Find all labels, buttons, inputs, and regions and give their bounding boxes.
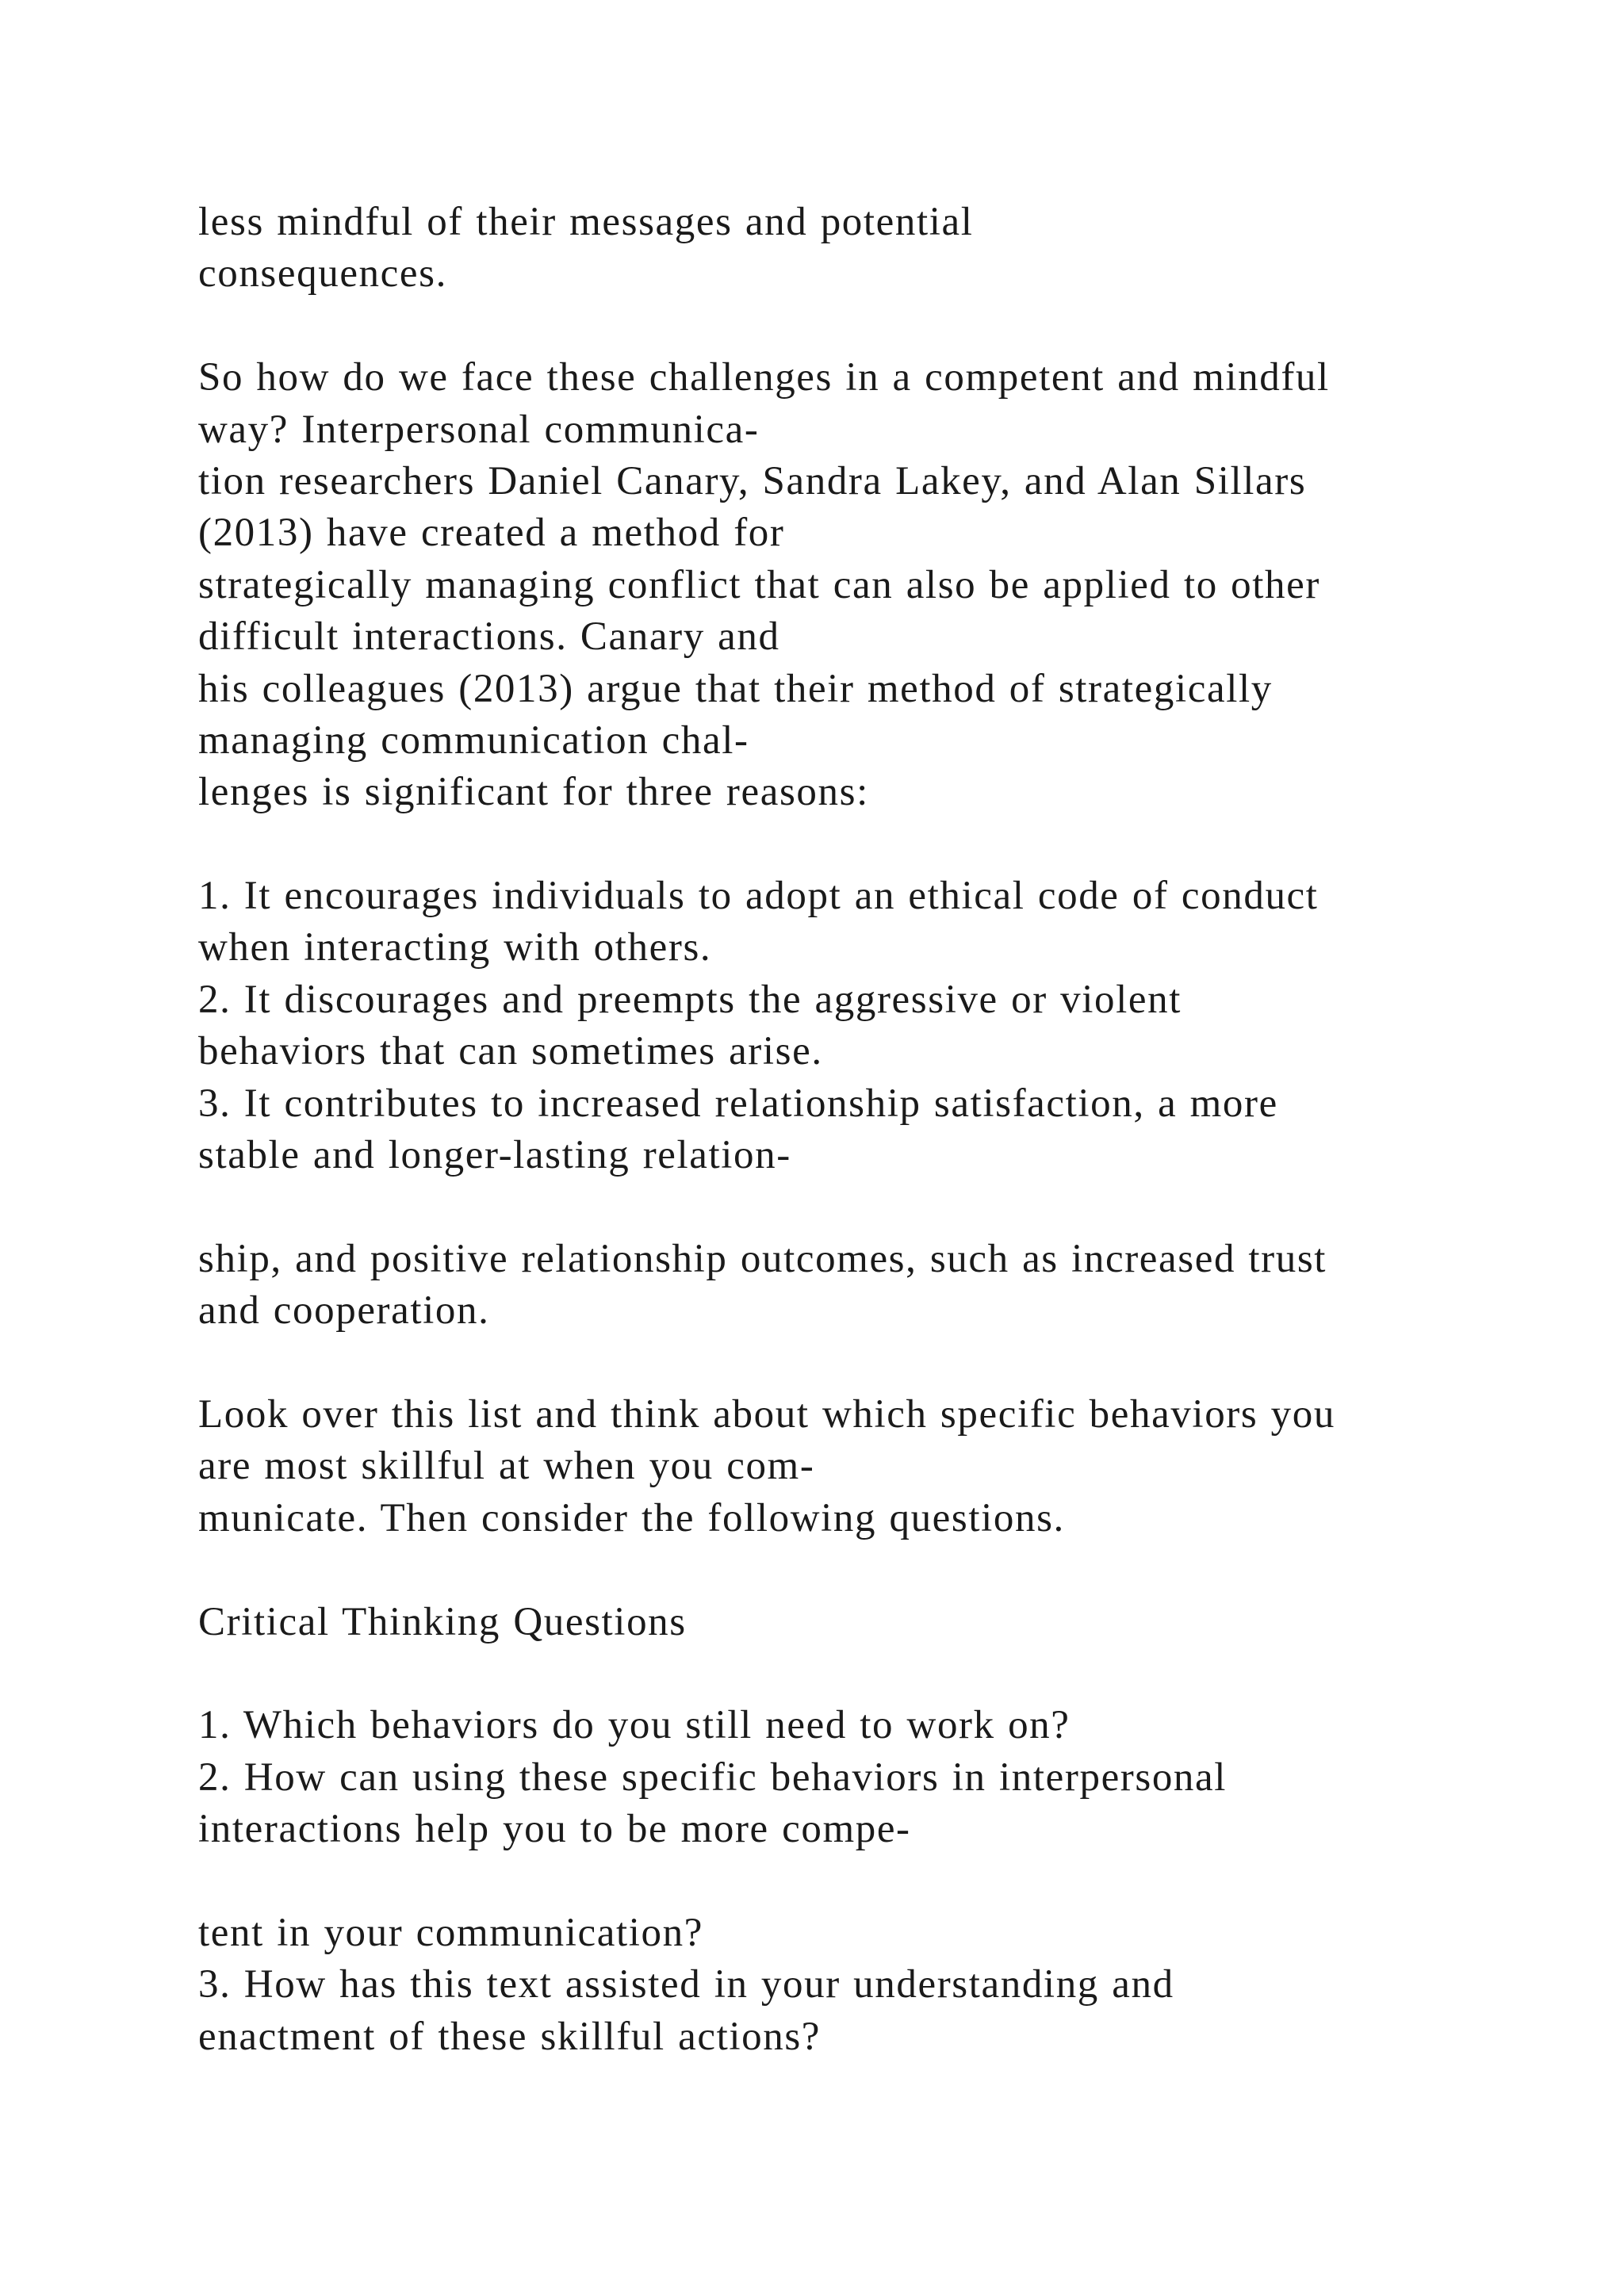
question-2: 2. How can using these specific behaviors in interpersonal — [198, 1755, 1228, 1800]
blank-line — [198, 1181, 1546, 1233]
text-line: interactions help you to be more compe- — [198, 1807, 911, 1852]
text-line: less mindful of their messages and potential — [198, 200, 974, 244]
text-line: and cooperation. — [198, 1288, 490, 1334]
text-line: strategically managing conflict that can also be applied to other — [198, 562, 1320, 607]
question-1: 1. Which behaviors do you still need to work on? — [198, 1703, 1071, 1748]
text-line: Look over this list and think about which specific behaviors you — [198, 1391, 1335, 1437]
text-line: (2013) have created a method for — [198, 511, 785, 556]
text-line: ship, and positive relationship outcomes, such as increased trust — [198, 1236, 1327, 1281]
blank-line — [198, 1648, 1546, 1700]
blank-line — [198, 1337, 1546, 1389]
text-line: difficult interactions. Canary and — [198, 614, 780, 660]
blank-line — [198, 819, 1546, 871]
question-3: 3. How has this text assisted in your understanding and — [198, 1962, 1174, 2007]
section-heading: Critical Thinking Questions — [198, 1599, 687, 1644]
blank-line — [198, 1544, 1546, 1596]
text-line: So how do we face these challenges in a competent and mindful — [198, 355, 1330, 400]
text-line: behaviors that can sometimes arise. — [198, 1029, 823, 1074]
blank-line — [198, 1856, 1546, 1908]
text-line: municate. Then consider the following questions. — [198, 1495, 1065, 1540]
text-line: when interacting with others. — [198, 925, 712, 970]
text-line: stable and longer-lasting relation- — [198, 1133, 791, 1178]
list-item-2: 2. It discourages and preempts the aggressive or violent — [198, 977, 1182, 1022]
text-line: managing communication chal- — [198, 718, 749, 763]
text-line: tion researchers Daniel Canary, Sandra Lakey, and Alan Sillars — [198, 458, 1307, 503]
list-item-1: 1. It encourages individuals to adopt an ethical code of conduct — [198, 874, 1319, 919]
text-line: are most skillful at when you com- — [198, 1444, 815, 1489]
text-line: consequences. — [198, 251, 447, 297]
text-line: his colleagues (2013) argue that their method of strategically — [198, 666, 1273, 711]
text-line: way? Interpersonal communica- — [198, 407, 760, 452]
text-line: lenges is significant for three reasons: — [198, 770, 869, 815]
document-body — [198, 197, 1546, 2063]
list-item-3: 3. It contributes to increased relationship satisfaction, a more — [198, 1081, 1278, 1126]
text-line: enactment of these skillful actions? — [198, 2014, 822, 2059]
blank-line — [198, 300, 1546, 352]
text-line: tent in your communication? — [198, 1910, 703, 1955]
